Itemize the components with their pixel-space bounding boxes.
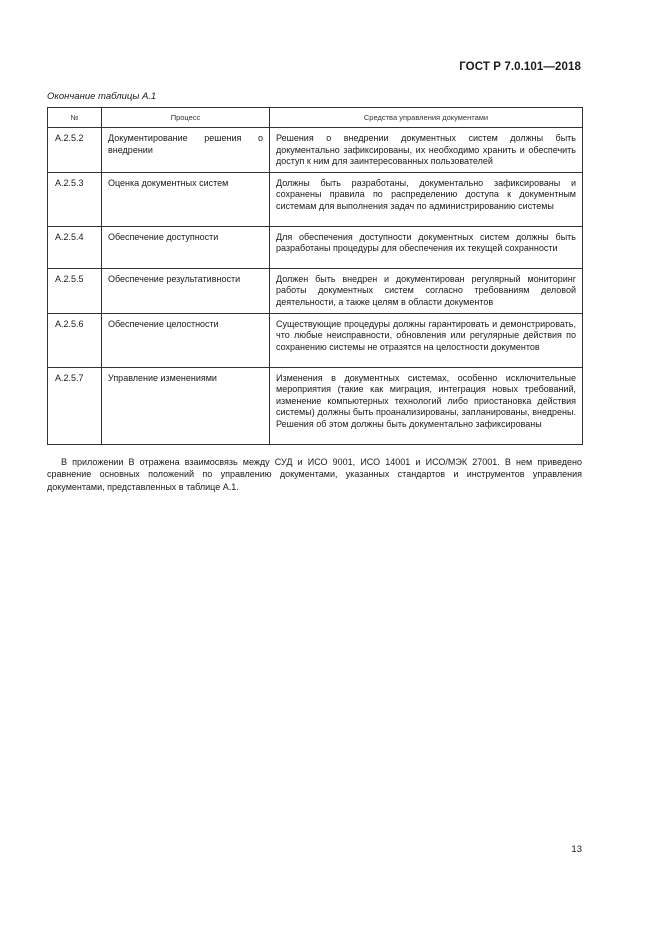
row-process: Документирование решения о внедрении bbox=[102, 128, 270, 173]
row-process: Обеспечение целостности bbox=[102, 313, 270, 367]
controls-table bbox=[47, 107, 583, 445]
row-means: Должны быть разработаны, документально зафиксированы и сохранены правила по распределению доступа к документным системам для выполнения задач по администрированию системы bbox=[270, 172, 583, 226]
row-process: Обеспечение результативности bbox=[102, 268, 270, 313]
table-caption: Окончание таблицы А.1 bbox=[47, 91, 157, 102]
row-number: А.2.5.2 bbox=[48, 128, 102, 173]
row-means: Решения о внедрении документных систем должны быть документально зафиксированы, их необходимо хранить и обеспечить доступ к ним для заинтересованных пользователей bbox=[270, 128, 583, 173]
row-number: А.2.5.5 bbox=[48, 268, 102, 313]
column-header-means: Средства управления документами bbox=[270, 108, 583, 128]
table-row bbox=[48, 172, 583, 226]
row-process: Оценка документных систем bbox=[102, 172, 270, 226]
table-row bbox=[48, 128, 583, 173]
page-number: 13 bbox=[571, 844, 582, 855]
standard-header: ГОСТ Р 7.0.101—2018 bbox=[459, 61, 581, 73]
table-header-row bbox=[48, 108, 583, 128]
table-row bbox=[48, 313, 583, 367]
table-row bbox=[48, 367, 583, 444]
table-row bbox=[48, 226, 583, 268]
row-means: Для обеспечения доступности документных систем должны быть разработаны процедуры для обеспечения их текущей сохранности bbox=[270, 226, 583, 268]
row-number: А.2.5.4 bbox=[48, 226, 102, 268]
row-number: А.2.5.6 bbox=[48, 313, 102, 367]
column-header-number: № bbox=[48, 108, 102, 128]
body-paragraph: В приложении В отражена взаимосвязь между СУД и ИСО 9001, ИСО 14001 и ИСО/МЭК 27001. В нем приведено сравнение основных положений по управлению документами, указанных стандартов и инструментов управления документами, представленных в таблице А.1. bbox=[47, 457, 582, 492]
row-means: Существующие процедуры должны гарантировать и демонстрировать, что любые неисправности, обновления или регулярные действия по сохранению системы не отразятся на целостности документов bbox=[270, 313, 583, 367]
row-process: Управление изменениями bbox=[102, 367, 270, 444]
column-header-process: Процесс bbox=[102, 108, 270, 128]
row-process: Обеспечение доступности bbox=[102, 226, 270, 268]
row-number: А.2.5.3 bbox=[48, 172, 102, 226]
row-number: А.2.5.7 bbox=[48, 367, 102, 444]
row-means: Изменения в документных системах, особенно исключительные мероприятия (такие как миграция, интеграция новых требований, изменение компьютерных технологий либо приостановка действия системы) должны быть проанализированы, запланированы, внедрены. Решения об этом должны быть документально зафиксированы bbox=[270, 367, 583, 444]
row-means: Должен быть внедрен и документирован регулярный мониторинг работы документных систем согласно требованиям деловой деятельности, а также целям в области документов bbox=[270, 268, 583, 313]
table-row bbox=[48, 268, 583, 313]
